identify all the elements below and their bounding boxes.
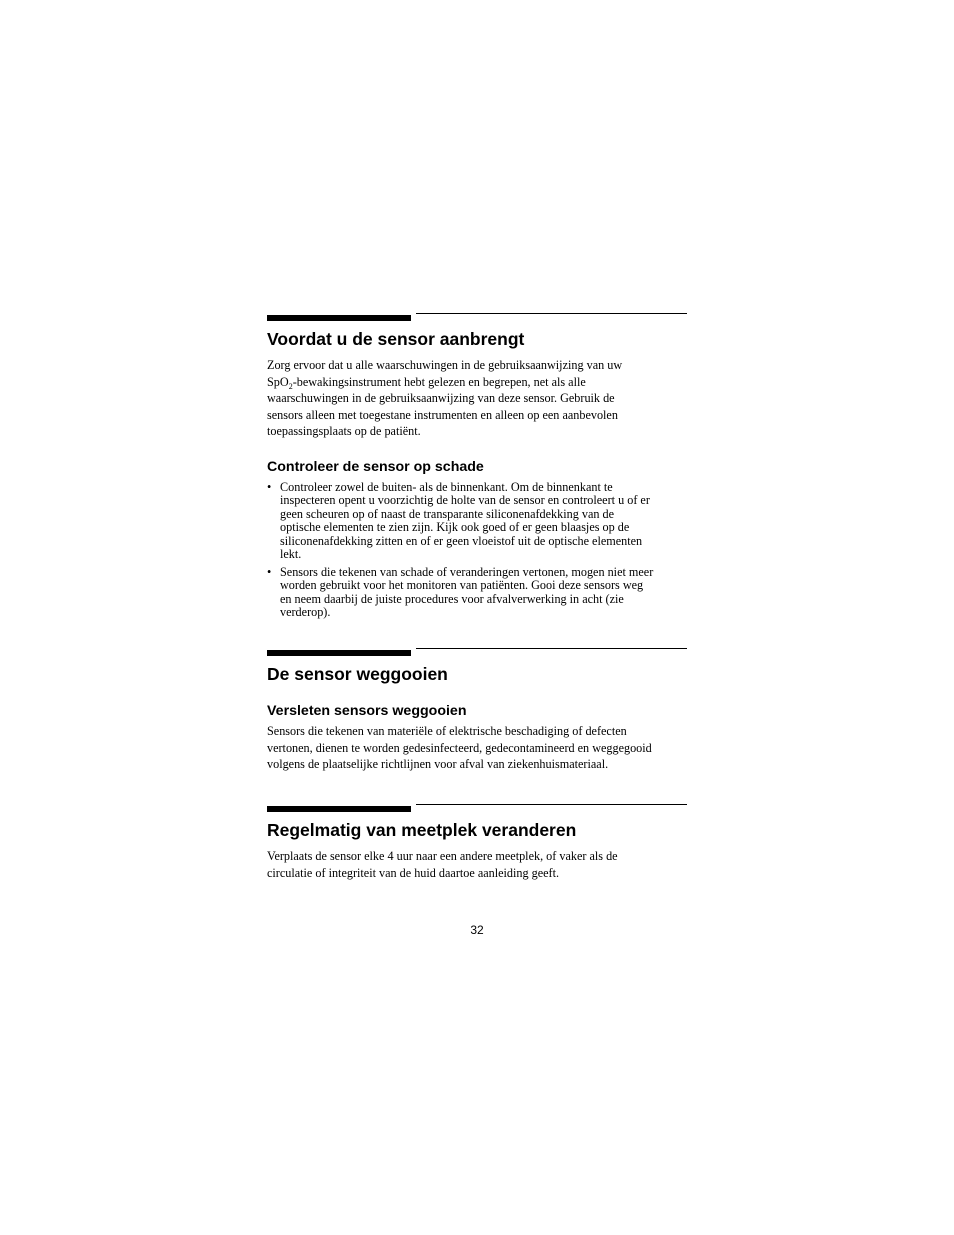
paragraph-line: circulatie of integriteit van de huid daartoe aanleiding geeft. (267, 865, 560, 880)
paragraph-line: Sensors die tekenen van materiële of elektrische beschadiging of defecten (267, 724, 627, 738)
section-divider (267, 804, 687, 812)
list-item (267, 566, 687, 620)
divider-thick-bar (267, 315, 411, 321)
list-item-line: worden gebruikt voor het monitoren van patiënten. Gooi deze sensors weg (280, 578, 644, 593)
list-item-line: Sensors die tekenen van schade of veranderingen vertonen, mogen niet meer (280, 564, 654, 579)
divider-thin-line (416, 313, 687, 314)
spo2-text: SpO (267, 374, 289, 389)
paragraph-line: vertonen, dienen te worden gedesinfecteerd, gedecontamineerd en weggegooid (267, 740, 652, 755)
list-item-line: verderop). (280, 605, 331, 620)
section-heading-voordat: Voordat u de sensor aanbrengt (267, 329, 525, 349)
section-heading-weggooien: De sensor weggooien (267, 664, 448, 684)
paragraph-line: Verplaats de sensor elke 4 uur naar een andere meetplek, of vaker als de (267, 849, 618, 863)
divider-thin-line (416, 648, 687, 649)
paragraph-line: toepassingsplaats op de patiënt. (267, 424, 421, 439)
divider-thick-bar (267, 806, 411, 812)
paragraph-line: Zorg ervoor dat u alle waarschuwingen in de gebruiksaanwijzing van uw (267, 358, 623, 372)
paragraph-line: volgens de plaatselijke richtlijnen voor afval van ziekenhuismateriaal. (267, 757, 609, 772)
intro-paragraph (267, 357, 687, 440)
list-item-line: siliconenafdekking zitten en of er geen vloeistof uit de optische elementen (280, 533, 643, 548)
section-heading-meetplek: Regelmatig van meetplek veranderen (267, 820, 577, 840)
divider-thin-line (416, 804, 687, 805)
damage-check-list (267, 481, 687, 624)
list-item (267, 481, 687, 561)
paragraph-text: -bewakingsinstrument hebt gelezen en begrepen, net als alle (292, 374, 586, 389)
spo2-subscript: 2 (288, 381, 293, 391)
paragraph-line (267, 374, 687, 391)
list-item-line: lekt. (280, 547, 302, 562)
disposal-paragraph (267, 723, 687, 773)
relocation-paragraph (267, 848, 687, 881)
section-divider (267, 648, 687, 656)
bullet-icon: • (267, 480, 272, 494)
list-item-line: Controleer zowel de buiten- als de binnenkant. Om de binnenkant te (280, 480, 613, 494)
list-item-line: geen scheuren op of naast de transparante siliconenafdekking van de (280, 506, 615, 521)
paragraph-line: sensors alleen met toegestane instrumenten en alleen op een aanbevolen (267, 407, 618, 422)
paragraph-line: waarschuwingen in de gebruiksaanwijzing van deze sensor. Gebruik de (267, 391, 615, 406)
page-number: 32 (470, 923, 484, 937)
divider-thick-bar (267, 650, 411, 656)
subheading-versleten: Versleten sensors weggooien (267, 703, 467, 719)
section-divider (267, 313, 687, 321)
list-item-line: en neem daarbij de juiste procedures voor afvalverwerking in acht (zie (280, 591, 624, 606)
subheading-controleer: Controleer de sensor op schade (267, 459, 484, 475)
list-item-line: inspecteren opent u voorzichtig de holte van de sensor en controleert u of er (280, 493, 650, 508)
list-item-line: optische elementen te zien zijn. Kijk ook goed of er geen blaasjes op de (280, 520, 630, 535)
bullet-icon: • (267, 564, 272, 579)
